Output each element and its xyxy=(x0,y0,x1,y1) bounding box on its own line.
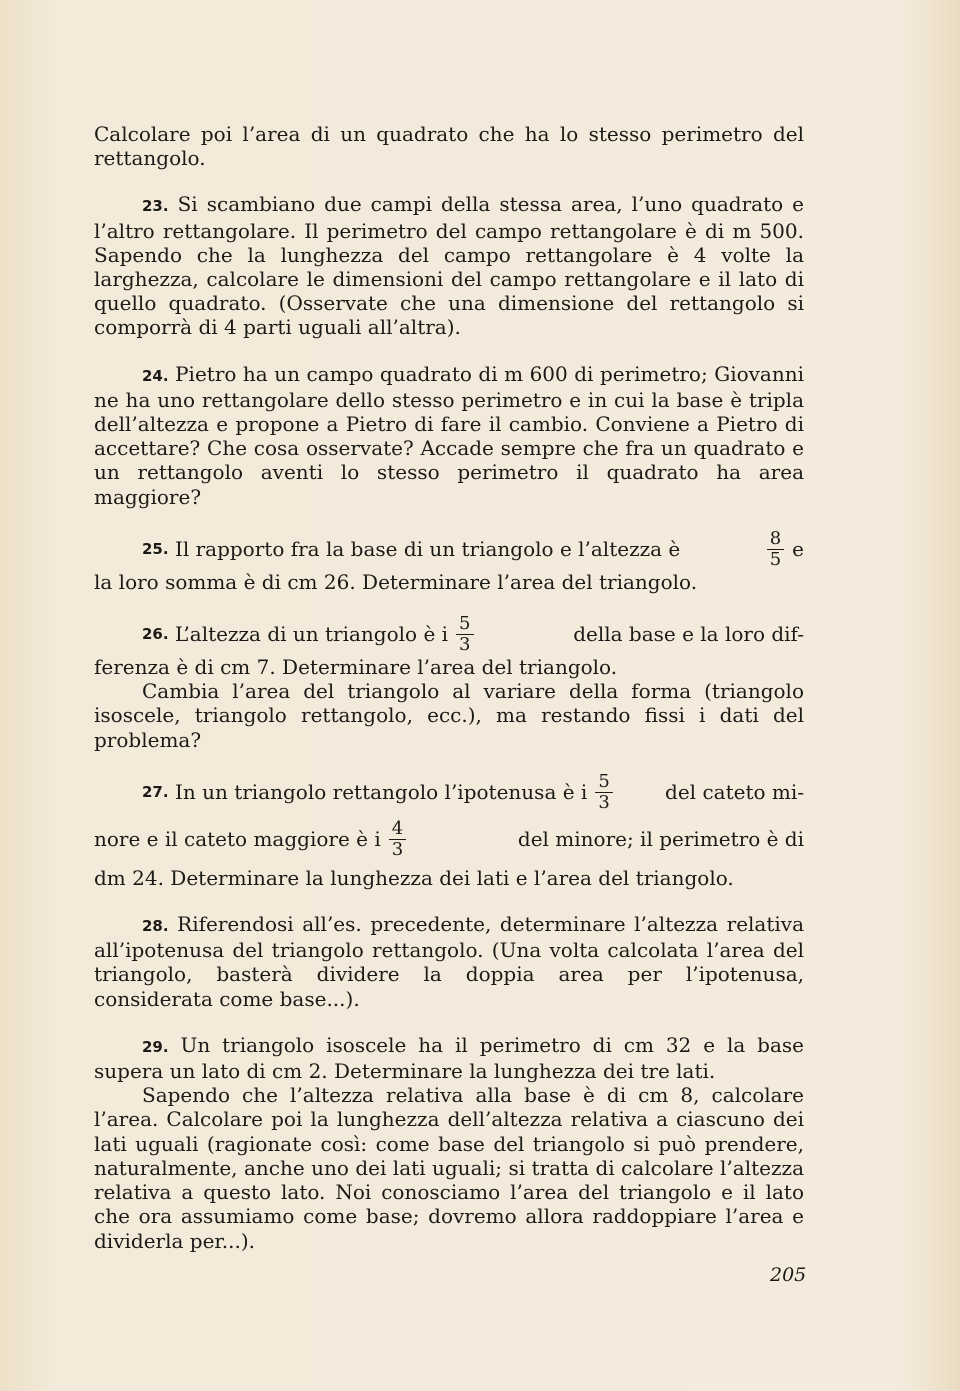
exercise-text: del cateto mi- xyxy=(665,780,804,805)
exercise-number: 26. xyxy=(142,625,169,644)
exercise-23 xyxy=(94,192,804,339)
exercise-27 xyxy=(94,772,804,890)
exercise-number: 28. xyxy=(142,917,169,936)
exercise-number: 24. xyxy=(142,366,169,385)
intro-paragraph: Calcolare poi l’area di un quadrato che ha lo stesso perimetro del rettangolo. xyxy=(94,122,804,171)
exercise-number: 29. xyxy=(142,1037,169,1056)
exercise-text: nore e il cateto maggiore è i xyxy=(94,827,381,852)
fraction-denominator: 3 xyxy=(391,838,404,860)
exercise-text: Sapendo che l’altezza relativa alla base è di cm 8, calcolare l’area. Calcolare poi la lunghezza dell’altezza relativa a ciascuno dei lati uguali (ragionate così: come base del triangolo si può prendere, naturalmente, anche uno dei lati uguali; si tratta di calcolare l’altezza relativa a questo lato. Noi conosciamo l’area del triangolo e il lato che ora assumiamo come base; dovremo allora raddoppiare l’area e dividerla per...). xyxy=(94,1083,804,1253)
exercise-text: In un triangolo rettangolo l’ipotenusa è i xyxy=(174,780,588,805)
exercise-text: ferenza è di cm 7. Determinare l’area del triangolo. xyxy=(94,655,618,680)
fraction-numerator: 4 xyxy=(391,817,404,839)
exercise-text: L’altezza di un triangolo è i xyxy=(174,622,449,647)
page-number: 205 xyxy=(770,1264,807,1286)
fraction-numerator: 5 xyxy=(598,770,610,792)
exercise-28 xyxy=(94,912,804,1011)
fraction-numerator: 5 xyxy=(459,613,471,635)
exercise-text: la loro somma è di cm 26. Determinare l’area del triangolo. xyxy=(94,569,698,594)
page-content xyxy=(94,122,804,1253)
exercise-26 xyxy=(94,614,804,752)
exercise-text: Si scambiano due campi della stessa area, l’uno quadrato e l’altro rettangolare. Il perimetro del campo rettangolare è di m 500. Sapendo che la lunghezza del campo rettangolare è 4 volte la larghezza, calcolare le dimensioni del campo rettangolare e il lato di quello quadrato. (Osservate che una dimensione del rettangolo si comporrà di 4 parti uguali all’altra). xyxy=(94,192,805,340)
fraction-denominator: 3 xyxy=(459,634,471,656)
exercise-text: Riferendosi all’es. precedente, determinare l’altezza relativa all’ipotenusa del triangolo rettangolo. (Una volta calcolata l’area del triangolo, basterà dividere la doppia area per l’ipotenusa, considerata come base...). xyxy=(94,912,805,1011)
exercise-text: Un triangolo isoscele ha il perimetro di cm 32 e la base supera un lato di cm 2. Determinare la lunghezza dei tre lati. xyxy=(94,1032,804,1084)
exercise-number: 27. xyxy=(142,783,169,802)
exercise-text: Pietro ha un campo quadrato di m 600 di perimetro; Giovanni ne ha uno rettangolare dello stesso perimetro e in cui la base è tripla dell’altezza e propone a Pietro di fare il cambio. Conviene a Pietro di accettare? Che cosa osservate? Accade sempre che fra un quadrato e un rettangolo aventi lo stesso perimetro il quadrato ha area maggiore? xyxy=(94,361,805,509)
fraction-4-3 xyxy=(389,819,406,860)
fraction-numerator: 8 xyxy=(769,527,782,549)
exercise-text: Cambia l’area del triangolo al variare della forma (triangolo isoscele, triangolo rettangolo, ecc.), ma restando fissi i dati del problema? xyxy=(94,679,804,752)
exercise-number: 23. xyxy=(142,197,169,216)
exercise-body xyxy=(94,1033,804,1083)
fraction-5-3 xyxy=(595,772,612,813)
fraction-5-3 xyxy=(456,614,473,655)
exercise-number: 25. xyxy=(142,540,169,559)
exercise-text: Il rapporto fra la base di un triangolo e l’altezza è xyxy=(174,537,681,562)
fraction-8-5 xyxy=(767,529,784,570)
exercise-24 xyxy=(94,362,804,509)
exercise-text: del minore; il perimetro è di xyxy=(517,827,804,852)
fraction-denominator: 5 xyxy=(769,548,782,570)
exercise-text: della base e la loro dif- xyxy=(573,622,804,647)
exercise-25 xyxy=(94,529,804,594)
exercise-text: e xyxy=(792,537,804,562)
fraction-denominator: 3 xyxy=(598,791,610,813)
exercise-text: dm 24. Determinare la lunghezza dei lati e l’area del triangolo. xyxy=(94,865,734,890)
exercise-29 xyxy=(94,1033,804,1253)
